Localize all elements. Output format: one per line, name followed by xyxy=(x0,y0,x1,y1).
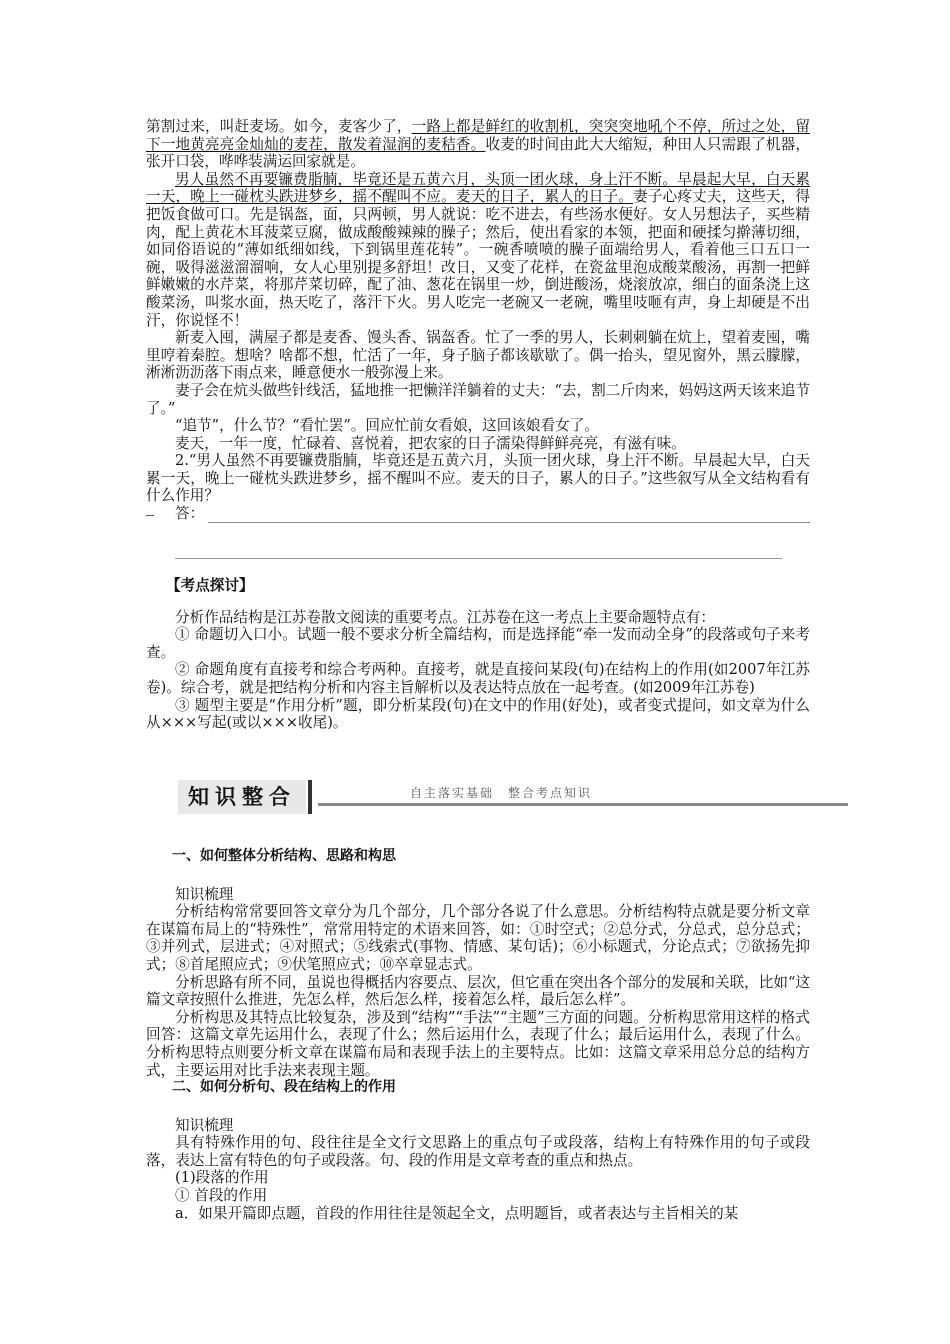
passage-paragraph: 妻子会在炕头做些针线活，猛地推一把懒洋洋躺着的丈夫：“去，割二斤肉来，妈妈这两天该来追节了。” xyxy=(146,381,810,417)
section-2-item: (1)段落的作用 xyxy=(175,1169,269,1187)
section-2 xyxy=(146,1079,810,1222)
banner-title: 知识整合 xyxy=(178,780,306,814)
answer-line[interactable] xyxy=(208,508,810,523)
section-2-heading: 二、如何分析句、段在结构上的作用 xyxy=(172,1079,396,1095)
section-1-heading: 一、如何整体分析结构、思路和构思 xyxy=(172,848,396,864)
answer-area[interactable] xyxy=(146,505,810,523)
kaodian-paragraph: ① 命题切入口小。试题一般不要求分析全篇结构，而是选择能“牵一发而动全身”的段落或句子来考查。 xyxy=(146,626,810,661)
passage-paragraph: 第割过来，叫赶麦场。如今，麦客少了，一路上都是鲜红的收割机，突突突地吼个不停，所过之处，留下一地黄亮亮金灿灿的麦茬，散发着湿润的麦秸香。收麦的时间由此大大缩短，种田人只需跟了机器，张开口袋，哗哗装满运回家就是。 xyxy=(146,118,810,171)
section-1-paragraph: 分析思路有所不同，虽说也得概括内容要点、层次，但它重在突出各个部分的发展和关联，比如“这篇文章按照什么推进，先怎么样，然后怎么样，接着怎么样，最后怎么样”。 xyxy=(146,973,810,1009)
kaodian-section xyxy=(146,577,810,732)
passage-paragraph: 麦天，一年一度，忙碌着、喜悦着，把农家的日子濡染得鲜鲜亮亮，有滋有味。 xyxy=(175,434,686,452)
section-2-paragraph: 具有特殊作用的句、段往往是全文行文思路上的重点句子或段落，结构上有特殊作用的句子或段落，表达上富有特色的句子或段落。句、段的作用是文章考查的重点和热点。 xyxy=(146,1134,810,1169)
underlined-sentence: 男人虽然不再要镰费脂腩，毕竟还是五黄六月，头顶一团火球，身上汗不断。早晨起大早，白天累一天，晚上一碰枕头跌进梦乡，摇不醒叫不应。麦天的日子，累人的日子。 xyxy=(146,170,810,206)
passage xyxy=(146,118,810,523)
section-2-label: 知识梳理 xyxy=(175,1116,234,1134)
answer-line-continuation xyxy=(146,515,154,516)
passage-paragraph: 新麦入囤，满屋子都是麦香、馒头香、锅盔香。忙了一季的男人，长刺刺躺在炕上，望着麦囤，嘴里哼着秦腔。想啥？啥都不想，忙活了一年，身子脑子都该歇歇了。偶一抬头，望见窗外，黑云朦朦，淅淅沥沥落下雨点来，睡意便水一般弥漫上来。 xyxy=(146,329,810,382)
section-2-item: a．如果开篇即点题，首段的作用往往是领起全文，点明题旨，或者表达与主旨相关的某 xyxy=(175,1204,739,1222)
section-1-paragraph: 分析结构常常要回答文章分为几个部分，几个部分各说了什么意思。分析结构特点就是要分析文章在谋篇布局上的“特殊性”，常常用特定的术语来回答，如：①时空式；②总分式，分总式，总分总式；③并列式，层进式；④对照式；⑤线索式(事物、情感、某句话)；⑥小标题式，分论点式；⑦欲扬先抑式；⑧首尾照应式；⑨伏笔照应式；⑩卒章显志式。 xyxy=(146,903,810,973)
banner-divider xyxy=(308,780,312,814)
section-2-item: ① 首段的作用 xyxy=(175,1186,268,1204)
answer-label: 答： xyxy=(175,505,205,523)
banner-subtitle: 自主落实基础 整合考点知识 xyxy=(318,780,848,806)
passage-paragraph: 男人虽然不再要镰费脂腩，毕竟还是五黄六月，头顶一团火球，身上汗不断。早晨起大早，白天累一天，晚上一碰枕头跌进梦乡，摇不醒叫不应。麦天的日子，累人的日子。妻子心疼丈夫，这些天，得把饭食做可口。先是锅盔，面，只两顿，男人就说：吃不进去，有些汤水便好。女人另想法子，买些精肉，配上黄花木耳菠菜豆腐，做成酸酸辣辣的臊子；然后，使出看家的本领，把面和硬揉匀擀薄切细，如同俗语说的“薄如纸细如线，下到锅里莲花转”。一碗香喷喷的臊子面端给男人，看着他三口五口一碗，吸得滋滋溜溜响，女人心里别提多舒坦！改日，又变了花样，在瓷盆里泡成酸菜酸汤，再割一把鲜鲜嫩嫩的水芹菜，将那芹菜切碎，配了油、葱花在锅里一炒，倒进酸汤，烧滚放凉，细白的面条浇上这酸菜汤，叫浆水面，热天吃了，落汗下火。男人吃完一老碗又一老碗，嘴里吱咂有声，身上却硬是不出汗，你说怪不！ xyxy=(146,170,810,329)
section-1-paragraph: 分析构思及其特点比较复杂，涉及到“结构”“手法”“主题”三方面的问题。分析构思常用这样的格式回答：这篇文章先运用什么，表现了什么；然后运用什么，表现了什么；最后运用什么，表现了什么。分析构思特点则要分析文章在谋篇布局和表现手法上的主要特点。比如：这篇文章采用总分总的结构方式，主要运用对比手法来表现主题。 xyxy=(146,1008,810,1079)
section-1 xyxy=(146,848,810,1079)
question-2: 2.“男人虽然不再要镰费脂腩，毕竟还是五黄六月，头顶一团火球，身上汗不断。早晨起大早，白天累一天，晚上一碰枕头跌进梦乡，摇不醒叫不应。麦天的日子，累人的日子。”这些叙写从全文结构看有什么作用？ xyxy=(146,452,810,505)
section-banner xyxy=(178,780,848,814)
kaodian-heading: 【考点探讨】 xyxy=(166,577,254,594)
underlined-sentence: 一路上都是鲜红的收割机，突突突地吼个不停，所过之处，留下一地黄亮亮金灿灿的麦茬，散发着湿润的麦秸香。 xyxy=(146,118,810,153)
kaodian-paragraph: 分析作品结构是江苏卷散文阅读的重要考点。江苏卷在这一考点上主要命题特点有： xyxy=(175,608,715,626)
kaodian-paragraph: ② 命题角度有直接考和综合考两种。直接考，就是直接问某段(句)在结构上的作用(如2007年江苏卷)。综合考，就是把结构分析和内容主旨解析以及表达特点放在一起考查。(如2009年江苏卷) xyxy=(146,661,810,696)
answer-line-2[interactable] xyxy=(175,558,782,559)
passage-paragraph: “追节”，什么节？“看忙罢”。回应忙前女看娘，这回该娘看女了。 xyxy=(175,417,599,435)
kaodian-paragraph: ③ 题型主要是“作用分析”题，即分析某段(句)在文中的作用(好处)，或者变式提问，如文章为什么从×××写起(或以×××收尾)。 xyxy=(146,696,810,732)
section-1-label: 知识梳理 xyxy=(175,885,234,903)
